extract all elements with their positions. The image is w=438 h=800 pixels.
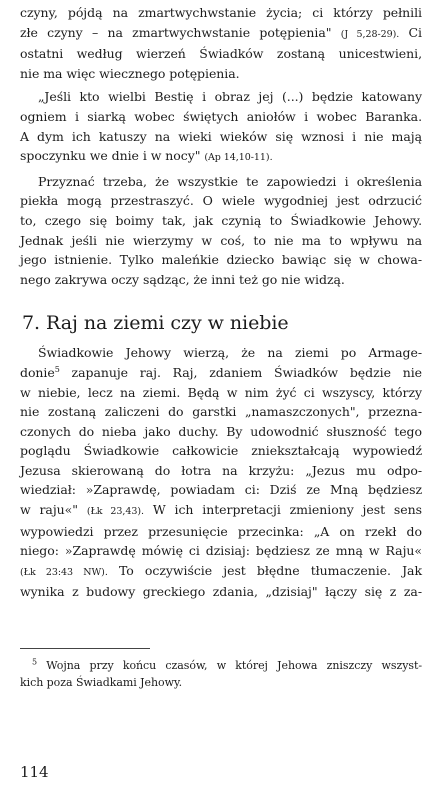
- text-run: W ich interpretacji zmieniony jest sens: [143, 502, 423, 518]
- text-line: poglądu Świadkowie całkowicie zniekształcają wypowiedź: [20, 443, 422, 459]
- text-run: zapanuje raj. Raj, zdaniem Świadków będzie nie: [59, 364, 422, 380]
- citation: (Ap 14,10-11).: [204, 152, 273, 164]
- paragraph-paradise: [20, 343, 422, 602]
- footnote-line: [20, 657, 422, 674]
- text-run: w raju«": [20, 502, 87, 518]
- text-line: piekła mogą przestraszyć. O wiele wygodniej jest odrzucić: [20, 193, 422, 209]
- text-line: czonych do nieba jako duchy. By udowodnić słuszność tego: [20, 423, 422, 439]
- text-line: wiedział: »Zaprawdę, powiadam ci: Dziś ze Mną będziesz: [20, 482, 422, 498]
- text-line: niego: »Zaprawdę mówię ci dzisiaj: będziesz ze mną w Raju«: [20, 543, 422, 559]
- section-heading: 7. Raj na ziemi czy w niebie: [22, 312, 289, 335]
- footnote-text: Wojna przy końcu czasów, w której Jehowa zniszczy wszyst-: [37, 659, 422, 672]
- citation: (Łk 23:43 NW).: [20, 566, 108, 578]
- paragraph-hell: [20, 172, 422, 290]
- text-line: Przyznać trzeba, że wszystkie te zapowiedzi i określenia: [38, 173, 422, 189]
- text-line: Jezusa skierowaną do łotra na krzyżu: „Jezus mu odpo-: [20, 462, 422, 478]
- text-line: Świadkowie Jehowy wierzą, że na ziemi po Armage-: [38, 345, 422, 361]
- paragraph-quote-revelation: [20, 87, 422, 167]
- text-line: [20, 500, 422, 522]
- text-line: nie zostaną zaliczeni do garstki „namaszczonych", przezna-: [20, 404, 422, 420]
- text-line: [20, 363, 422, 383]
- footnote-marker: 5: [32, 657, 38, 667]
- text-line: wypowiedzi przez przesunięcie przecinka: „A on rzekł do: [20, 523, 422, 539]
- text-line: ostatni według wierzeń Świadków zostaną unicestwieni,: [20, 46, 422, 62]
- text-line: ogniem i siarką wobec świętych aniołów i wobec Baranka.: [20, 108, 422, 124]
- text-line: jego istnienie. Tylko maleńkie dziecko bawiąc się w chowa-: [20, 252, 422, 268]
- text-line: czyny, pójdą na zmartwychwstanie życia; ci którzy pełnili: [20, 5, 422, 20]
- text-run: Ci: [399, 24, 422, 40]
- footnote: [20, 657, 422, 691]
- text-run: To oczywiście jest błędne tłumaczenie. Jak: [107, 562, 422, 578]
- page-number: 114: [20, 763, 49, 781]
- citation: (Łk 23,43).: [86, 506, 144, 518]
- footnote-reference: 5: [54, 364, 60, 374]
- text-run: złe czyny – na zmartwychwstanie potępienia": [20, 24, 341, 40]
- text-line: [20, 561, 422, 583]
- text-run: donie: [20, 364, 55, 380]
- text-line: nego zakrywa oczy sądząc, że inni też go nie widzą.: [20, 271, 345, 287]
- text-line: Jednak jeśli nie wierzymy w coś, to nie ma to wpływu na: [20, 232, 422, 248]
- text-run: spoczynku we dnie i w nocy": [20, 148, 205, 164]
- citation: (J 5,28-29).: [340, 28, 400, 40]
- paragraph-resurrection: [20, 3, 422, 83]
- text-line: w niebie, lecz na ziemi. Będą w nim żyć ci wszyscy, którzy: [20, 384, 422, 400]
- text-line: A dym ich katuszy na wieki wieków się wznosi i nie mają: [20, 128, 422, 144]
- text-line: [20, 146, 422, 168]
- footnote-divider: [20, 648, 150, 649]
- text-line: nie ma więc wiecznego potępienia.: [20, 65, 240, 81]
- text-line: „Jeśli kto wielbi Bestię i obraz jej (...) będzie katowany: [38, 89, 422, 105]
- text-line: wynika z budowy greckiego zdania, „dzisiaj" łączy się z za-: [20, 584, 422, 600]
- text-line: [20, 23, 422, 45]
- text-line: to, czego się boimy tak, jak czynią to Świadkowie Jehowy.: [20, 212, 422, 228]
- footnote-line: kich poza Świadkami Jehowy.: [20, 676, 183, 689]
